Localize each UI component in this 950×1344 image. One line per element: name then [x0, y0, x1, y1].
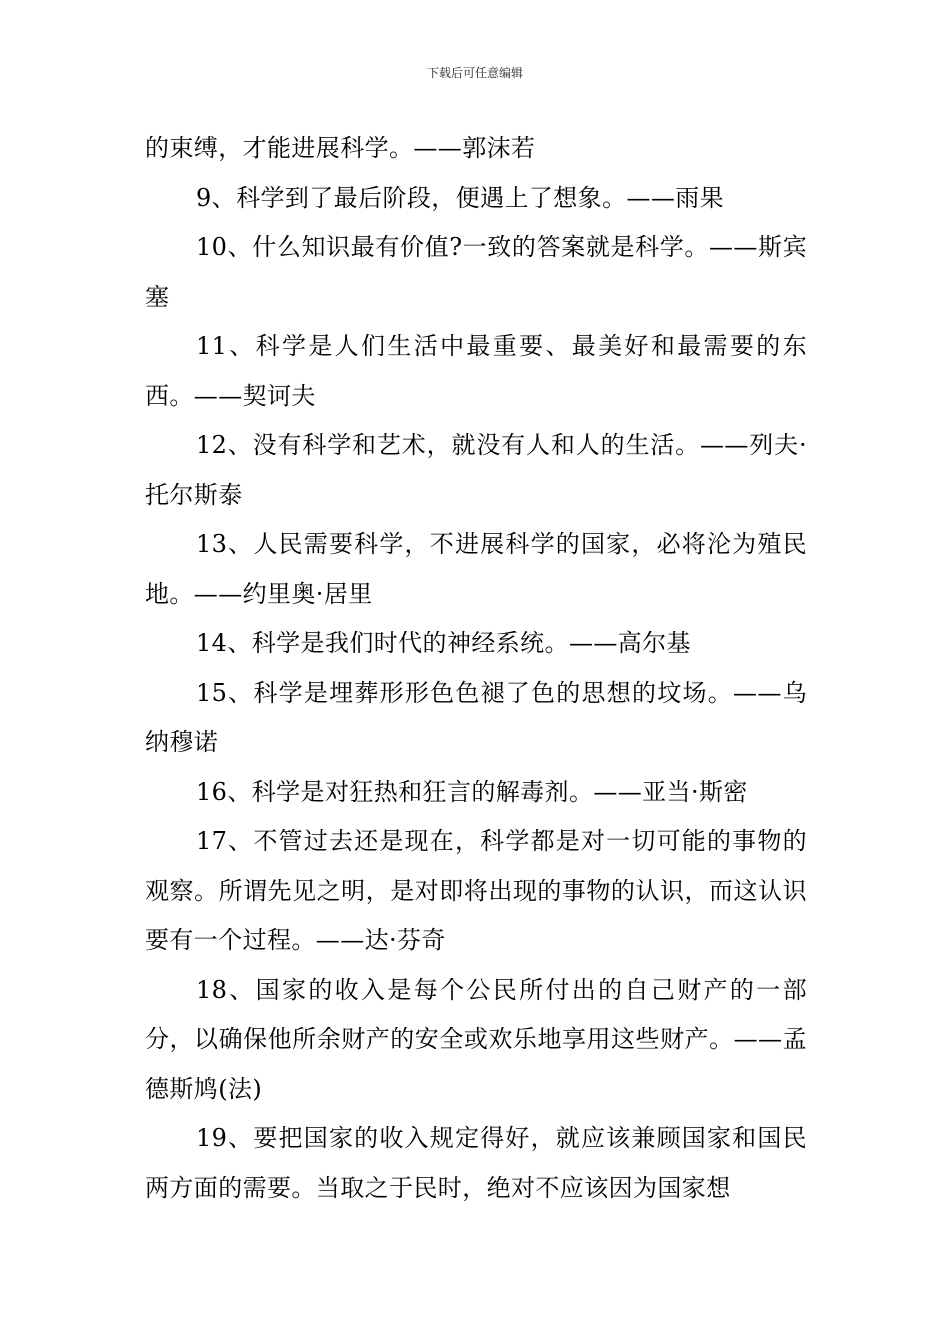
quote-item-15: 15、科学是埋葬形形色色褪了色的思想的坟场。——乌纳穆诺: [145, 678, 807, 756]
quote-item-9: 9、科学到了最后阶段，便遇上了想象。——雨果: [196, 183, 725, 212]
paragraph-continuation: 的束缚，才能进展科学。——郭沫若: [145, 134, 536, 162]
quote-item-14: 14、科学是我们时代的神经系统。——高尔基: [196, 629, 691, 657]
quote-item-16: 16、科学是对狂热和狂言的解毒剂。——亚当·斯密: [196, 777, 748, 806]
quote-item-10: 10、什么知识最有价值?一致的答案就是科学。——斯宾塞: [145, 233, 807, 311]
page-header: 下载后可任意编辑: [426, 66, 523, 80]
quote-item-12: 12、没有科学和艺术，就没有人和人的生活。——列夫·托尔斯泰: [145, 431, 807, 509]
quote-item-13: 13、人民需要科学，不进展科学的国家，必将沦为殖民地。——约里奥·居里: [145, 530, 807, 608]
document-body: [145, 124, 807, 1213]
quote-item-19: 19、要把国家的收入规定得好，就应该兼顾国家和国民两方面的需要。当取之于民时，绝对不应该因为国家想: [145, 1124, 807, 1202]
quote-item-17: 17、不管过去还是现在，科学都是对一切可能的事物的观察。所谓先见之明，是对即将出现的事物的认识，而这认识要有一个过程。——达·芬奇: [145, 827, 807, 954]
quote-item-18: 18、国家的收入是每个公民所付出的自己财产的一部分，以确保他所余财产的安全或欢乐地享用这些财产。——孟德斯鸠(法): [145, 975, 807, 1103]
quote-item-11: 11、科学是人们生活中最重要、最美好和最需要的东西。——契诃夫: [145, 332, 807, 410]
